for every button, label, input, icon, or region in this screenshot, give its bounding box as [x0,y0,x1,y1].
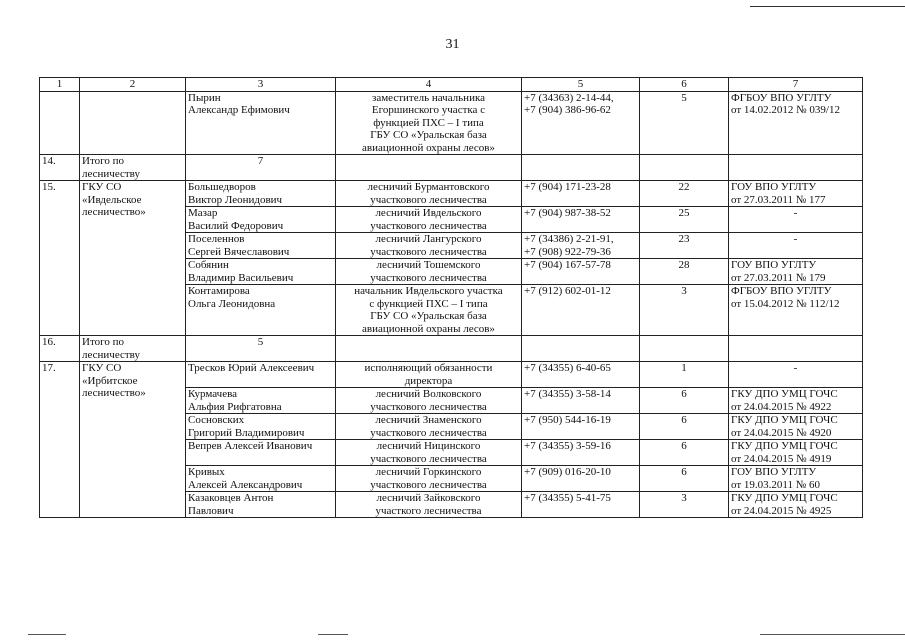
employee-education [729,440,863,466]
empty-cell [729,336,863,362]
employee-education [729,388,863,414]
employee-position-line: участкового лесничества [370,478,487,491]
employee-education-line: ГКУ ДПО УМЦ ГОЧС [731,440,838,452]
forestry-name-line: ГКУ СО [82,181,122,193]
employee-education-line: ГОУ ВПО УГЛТУ [731,181,817,193]
employee-experience: 1 [640,362,729,388]
bottom-rule-middle [318,634,348,635]
column-header: 7 [729,78,863,92]
employee-education [729,181,863,207]
employee-name [186,362,336,388]
employee-position-line: Егоршинского участка с [371,104,486,116]
employee-name-line: Контамирова [188,285,250,297]
forestry-name [80,362,186,518]
total-label-line: лесничеству [82,348,140,361]
employee-name-line: Вепрев Алексей Иванович [188,440,313,452]
employee-name-line: Тресков Юрий Алексеевич [188,362,315,374]
employee-position-line: участкового лесничества [370,271,487,284]
employee-education-line: ГОУ ВПО УГЛТУ [731,259,817,271]
table-row [40,91,863,155]
employee-education [729,91,863,155]
row-number: 17. [40,362,80,518]
employee-name [186,259,336,285]
employee-name-line: Кривых [188,466,225,478]
employee-name-line: Мазар [188,207,218,219]
empty-cell [640,155,729,181]
employee-phone-line: +7 (34355) 3-59-16 [524,440,611,452]
employee-position [336,440,522,466]
employee-phone-line: +7 (34355) 6-40-65 [524,362,611,374]
employee-position-line: исполняющий обязанности [364,362,493,374]
employee-phone [522,91,640,155]
employee-position-line: лесничий Бурмантовского [367,181,490,193]
employee-position-line: лесничий Лангурского [375,233,482,245]
employee-experience: 3 [640,492,729,518]
employee-name [186,388,336,414]
employee-education [729,492,863,518]
employee-phone [522,492,640,518]
top-rule [750,6,905,7]
employee-position-line: участкового лесничества [370,245,487,258]
total-label-line: лесничеству [82,167,140,180]
employee-education [729,362,863,388]
employee-phone [522,259,640,285]
employee-experience: 3 [640,285,729,336]
total-label-line: Итого по [82,155,124,167]
employee-name-line: Владимир Васильевич [188,271,294,284]
column-header: 5 [522,78,640,92]
employee-name-line: Курмачева [188,388,238,400]
empty-cell [729,155,863,181]
employee-position [336,492,522,518]
table-body [40,78,863,518]
employee-name-line: Поселеннов [188,233,245,245]
table-row [40,181,863,207]
staff-table [39,77,863,518]
employee-phone [522,233,640,259]
employee-position [336,285,522,336]
employee-name [186,285,336,336]
employee-phone-line: +7 (904) 987-38-52 [524,207,611,219]
employee-education [729,466,863,492]
employee-phone [522,466,640,492]
employee-experience: 6 [640,414,729,440]
employee-education-line: от 24.04.2015 № 4919 [731,452,832,465]
employee-experience: 28 [640,259,729,285]
employee-position-line: с функцией ПХС – I типа [369,297,488,310]
employee-position-line: лесничий Волковского [375,388,482,400]
employee-education-line: от 24.04.2015 № 4922 [731,400,832,413]
employee-education-line: от 24.04.2015 № 4925 [731,504,832,517]
column-header: 4 [336,78,522,92]
employee-position-line: лесничий Тошемского [376,259,481,271]
employee-phone [522,207,640,233]
employee-name-line: Василий Федорович [188,219,284,232]
employee-education-line: от 14.02.2012 № 039/12 [731,104,840,116]
employee-name [186,466,336,492]
employee-phone-line: +7 (904) 167-57-78 [524,259,611,271]
employee-education-line: от 15.04.2012 № 112/12 [731,297,840,310]
employee-name-line: Сергей Вячеславович [188,245,290,258]
forestry-name-line: лесничество» [82,206,146,218]
employee-phone-line: +7 (34363) 2-14-44, [524,91,614,104]
employee-education-line: ГОУ ВПО УГЛТУ [731,466,817,478]
employee-position-line: лесничий Горкинского [375,466,482,478]
employee-phone-line: +7 (34386) 2-21-91, [524,233,614,245]
employee-position-line: лесничий Ницинского [376,440,481,452]
empty-cell [522,155,640,181]
forestry-name-line: лесничество» [82,387,146,399]
employee-position [336,181,522,207]
employee-education-line: ГКУ ДПО УМЦ ГОЧС [731,414,838,426]
employee-name-line: Альфия Рифгатовна [188,400,282,413]
employee-education-line: ГКУ ДПО УМЦ ГОЧС [731,388,838,400]
employee-position-line: лесничий Ивдельского [375,207,482,219]
bottom-rule-left [28,634,66,635]
employee-phone [522,285,640,336]
empty-cell [640,336,729,362]
employee-position [336,233,522,259]
employee-phone-line: +7 (34355) 5-41-75 [524,492,611,504]
employee-name-line: Казаковцев Антон [188,492,274,504]
column-header: 2 [80,78,186,92]
employee-education [729,285,863,336]
employee-phone [522,440,640,466]
empty-cell [336,155,522,181]
employee-position [336,466,522,492]
forestry-name [80,91,186,155]
employee-position-line: участкового лесничества [370,193,487,206]
employee-phone-line: +7 (950) 544-16-19 [524,414,611,426]
employee-name-line: Пырин [188,91,221,104]
bottom-rule-right [760,634,905,635]
employee-experience: 6 [640,466,729,492]
employee-name [186,207,336,233]
employee-position-line: лесничий Зайковского [376,492,481,504]
total-row [40,336,863,362]
employee-position [336,259,522,285]
employee-name-line: Григорий Владимирович [188,426,305,439]
employee-education-line: от 24.04.2015 № 4920 [731,426,832,439]
employee-position-line: участкового лесничества [370,452,487,465]
employee-education-line: - [793,362,798,374]
employee-name [186,414,336,440]
employee-education [729,259,863,285]
page-number: 31 [445,37,460,52]
employee-name [186,91,336,155]
total-label [80,155,186,181]
employee-position-line: авиационной охраны лесов» [362,141,495,154]
row-number: 16. [40,336,80,362]
employee-education-line: от 27.03.2011 № 177 [731,193,826,206]
employee-name [186,233,336,259]
employee-position-line: авиационной охраны лесов» [362,322,495,335]
employee-position-line: участкого лесничества [375,504,482,517]
table-row [40,362,863,388]
employee-education-line: от 19.03.2011 № 60 [731,478,820,491]
employee-phone [522,181,640,207]
employee-phone-line: +7 (904) 386-96-62 [524,104,611,116]
employee-position-line: функцией ПХС – I типа [373,116,484,129]
total-row [40,155,863,181]
employee-education-line: - [793,207,798,219]
forestry-name [80,181,186,336]
employee-experience: 6 [640,440,729,466]
employee-position [336,388,522,414]
employee-position-line: начальник Ивдельского участка [354,285,503,297]
employee-name-line: Алексей Александрович [188,478,303,491]
employee-education-line: ФГБОУ ВПО УГЛТУ [731,285,832,297]
employee-education [729,207,863,233]
row-number: 14. [40,155,80,181]
employee-position-line: заместитель начальника [371,91,486,104]
employee-phone-line: +7 (908) 922-79-36 [524,245,611,258]
employee-phone [522,362,640,388]
employee-position-line: лесничий Знаменского [375,414,482,426]
forestry-name-line: «Ирбитское [82,374,138,387]
employee-phone [522,414,640,440]
employee-experience: 6 [640,388,729,414]
employee-position [336,91,522,155]
employee-position-line: ГБУ СО «Уральская база [370,129,487,141]
employee-education-line: ГКУ ДПО УМЦ ГОЧС [731,492,838,504]
employee-education [729,233,863,259]
employee-name-line: Александр Ефимович [188,104,290,116]
employee-position [336,362,522,388]
header-row [40,78,863,92]
total-count: 7 [186,155,336,181]
forestry-name-line: ГКУ СО [82,362,122,374]
employee-name [186,181,336,207]
employee-phone-line: +7 (909) 016-20-10 [524,466,611,478]
employee-phone-line: +7 (912) 602-01-12 [524,285,611,297]
employee-education [729,414,863,440]
employee-education-line: - [793,233,798,245]
employee-position-line: участкового лесничества [370,400,487,413]
employee-position [336,207,522,233]
empty-cell [522,336,640,362]
employee-position-line: ГБУ СО «Уральская база [370,310,487,322]
employee-phone-line: +7 (904) 171-23-28 [524,181,611,193]
total-label-line: Итого по [82,336,124,348]
employee-experience: 5 [640,91,729,155]
employee-phone [522,388,640,414]
employee-position [336,414,522,440]
employee-experience: 25 [640,207,729,233]
employee-experience: 22 [640,181,729,207]
empty-cell [336,336,522,362]
total-count: 5 [186,336,336,362]
employee-name-line: Павлович [188,504,234,517]
employee-experience: 23 [640,233,729,259]
employee-name-line: Сосновских [188,414,245,426]
employee-position-line: участкового лесничества [370,426,487,439]
total-label [80,336,186,362]
employee-name [186,440,336,466]
column-header: 6 [640,78,729,92]
employee-position-line: участкового лесничества [370,219,487,232]
employee-education-line: ФГБОУ ВПО УГЛТУ [731,91,832,104]
column-header: 1 [40,78,80,92]
row-number: 15. [40,181,80,336]
column-header: 3 [186,78,336,92]
row-number [40,91,80,155]
employee-phone-line: +7 (34355) 3-58-14 [524,388,611,400]
employee-name-line: Собянин [188,259,229,271]
forestry-name-line: «Ивдельское [82,193,142,206]
employee-education-line: от 27.03.2011 № 179 [731,271,826,284]
employee-position-line: директора [404,374,453,387]
employee-name-line: Виктор Леонидович [188,193,283,206]
employee-name-line: Большедворов [188,181,256,193]
employee-name [186,492,336,518]
employee-name-line: Ольга Леонидовна [188,297,276,310]
